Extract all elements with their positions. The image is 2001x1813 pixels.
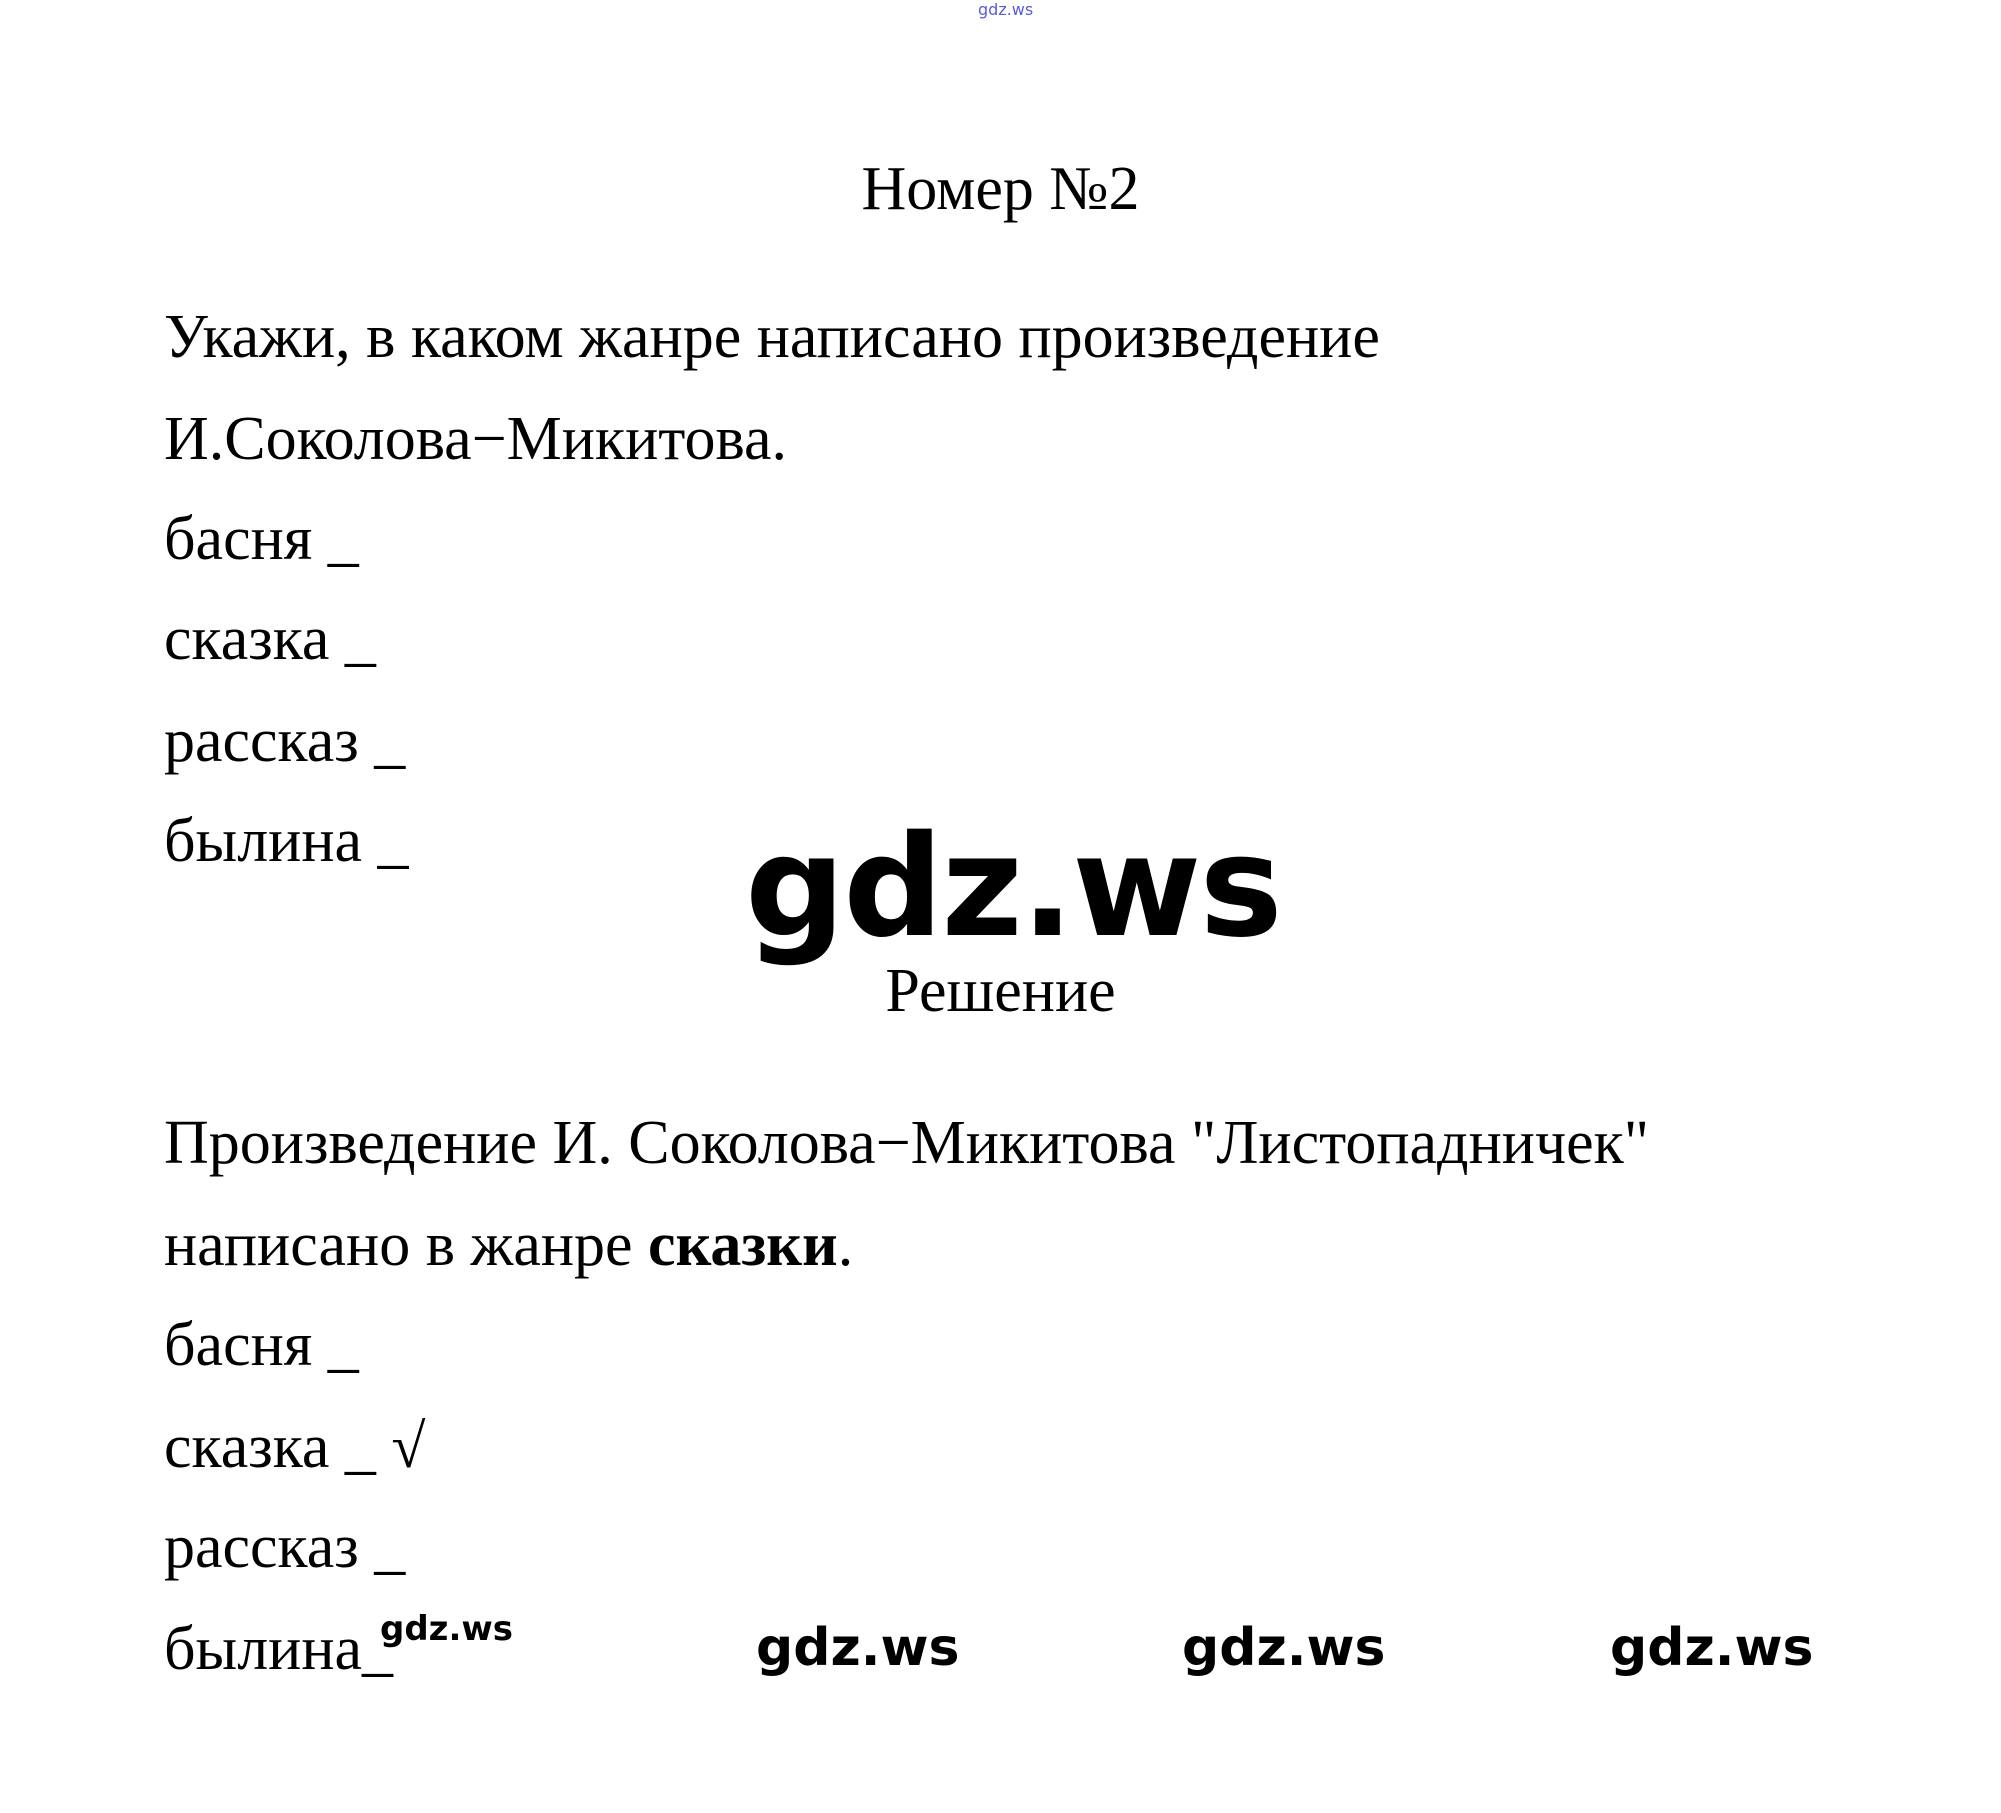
answer-highlight: сказки <box>648 1211 838 1279</box>
solution-option-fable: басня _ <box>164 1311 359 1379</box>
question-line-1: Укажи, в каком жанре написано произведение <box>164 303 1380 371</box>
answer-prefix: написано в жанре <box>164 1211 649 1279</box>
task-option-bylina: былина _ <box>164 807 409 875</box>
question-line-2: И.Соколова−Микитова. <box>164 405 788 473</box>
solution-title: Решение <box>885 957 1116 1025</box>
center-watermark: gdz.ws <box>745 806 1281 969</box>
answer-suffix: . <box>837 1211 854 1279</box>
task-option-fable: басня _ <box>164 505 359 573</box>
task-option-fairytale: сказка _ <box>164 605 376 673</box>
bottom-watermark-1: gdz.ws <box>380 1609 514 1649</box>
solution-option-fairytale: сказка _ √ <box>164 1413 426 1481</box>
bottom-watermark-4: gdz.ws <box>1610 1618 1814 1678</box>
task-option-story: рассказ _ <box>164 707 406 775</box>
answer-line-2 <box>164 1211 854 1279</box>
bottom-watermark-3: gdz.ws <box>1182 1618 1386 1678</box>
top-watermark: gdz.ws <box>978 0 1034 19</box>
solution-option-story: рассказ _ <box>164 1513 406 1581</box>
task-title: Номер №2 <box>861 155 1140 223</box>
bottom-watermark-2: gdz.ws <box>756 1618 960 1678</box>
answer-line-1: Произведение И. Соколова−Микитова "Листопадничек" <box>164 1109 1650 1177</box>
solution-option-bylina: былина_ <box>164 1615 394 1683</box>
